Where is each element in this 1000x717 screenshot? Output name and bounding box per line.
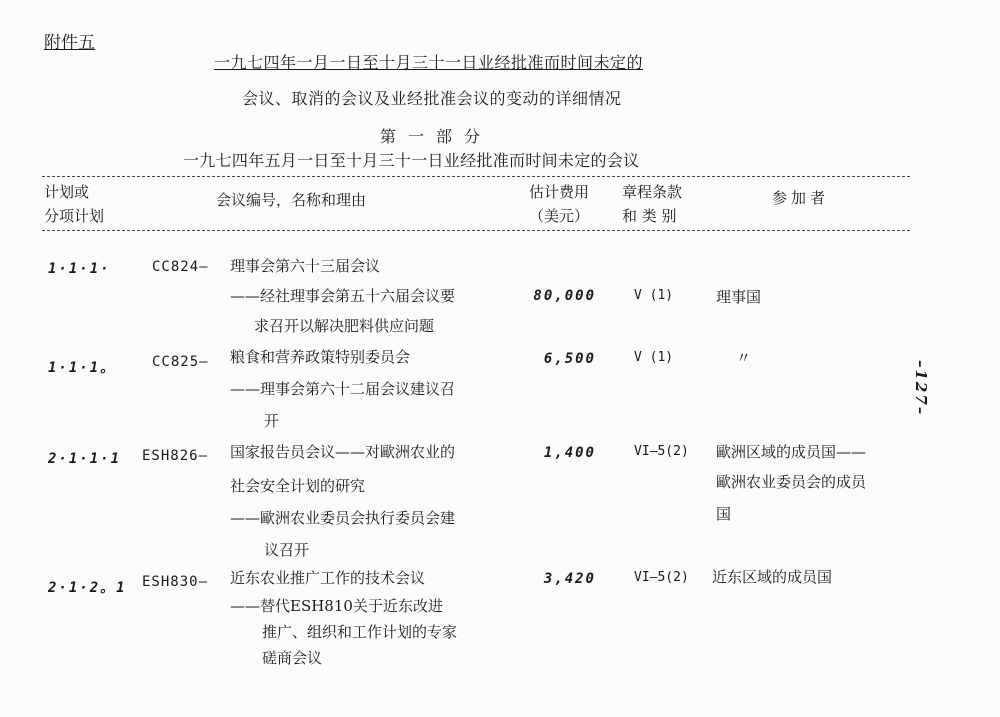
row-2-line-1: 粮食和营养政策特别委员会 [230,348,411,366]
header-program-line2: 分项计划 [44,207,105,225]
header-program [44,180,104,228]
row-1-cost: 80,000 [533,288,596,304]
title-line-1: 一九七四年一月一日至十月三十一日业经批准而时间未定的 [214,53,644,72]
row-1-line-1: 理事会第六十三届会议 [230,257,381,275]
header-rules [622,180,682,228]
row-3-cost: 1,400 [543,445,596,461]
row-4-rule: VI–5(2) [634,570,689,585]
row-4-participants-1: 近东区域的成员国 [712,568,833,586]
header-bottom-divider [42,230,910,231]
header-cost-line1: 估计费用 [528,183,589,201]
row-4-line-2: ——替代ESH810关于近东改进 [230,597,443,615]
page-number: –127– [912,360,930,417]
row-1-code: CC824– [152,259,209,275]
row-3-code: ESH826– [142,448,209,464]
header-program-line1: 计划或 [44,183,90,201]
row-2-line-3: 开 [264,412,280,430]
row-3-line-1: 国家报告员会议——对歐洲农业的 [230,443,456,461]
row-2-cost: 6,500 [543,351,596,367]
annex-label: 附件五 [44,33,95,53]
row-3-participants-1: 歐洲区域的成员国—— [716,443,867,461]
header-cost [520,180,598,228]
header-participants: 参加者 [772,189,830,207]
header-rules-line1: 章程条款 [622,183,683,201]
row-2-code: CC825– [152,354,209,370]
row-3-participants-2: 歐洲农业委员会的成员 [716,473,867,491]
row-3-program: 2·1·1·1 [48,451,122,467]
header-meeting: 会议编号，名称和理由 [216,191,367,209]
row-2-line-2: ——理事会第六十二届会议建议召 [230,380,456,398]
row-4-program: 2·1·2。1 [48,580,127,596]
row-4-code: ESH830– [142,574,209,590]
header-rules-line2: 和 类 别 [622,207,677,225]
part-label: 第一部分 [380,127,493,146]
row-2-program: 1·1·1。 [48,360,117,376]
row-3-line-3: ——歐洲农业委员会执行委员会建 [230,509,456,527]
header-cost-line2: （美元） [528,207,589,225]
row-3-participants-3: 国 [716,505,732,523]
row-1-program: 1·1·1· [48,261,111,277]
row-2-participants-1: 〃 [736,349,752,367]
part-subtitle: 一九七四年五月一日至十月三十一日业经批准而时间未定的会议 [183,151,640,170]
row-3-line-4: 议召开 [264,541,310,559]
row-1-line-2: ——经社理事会第五十六届会议要 [230,287,456,305]
header-top-divider [42,176,910,177]
row-1-participants-1: 理事国 [716,288,762,306]
row-2-rule: V (1) [634,350,674,365]
row-4-line-3: 推广、组织和工作计划的专家 [262,623,458,641]
row-4-line-1: 近东农业推广工作的技术会议 [230,569,426,587]
row-4-line-4: 磋商会议 [262,649,323,667]
row-3-rule: VI–5(2) [634,444,689,459]
row-1-rule: V (1) [634,288,674,303]
row-3-line-2: 社会安全计划的研究 [230,477,366,495]
title-line-2: 会议、取消的会议及业经批准会议的变动的详细情况 [242,89,622,108]
row-4-cost: 3,420 [543,571,596,587]
row-1-line-3: 求召开以解决肥料供应问题 [254,317,435,335]
